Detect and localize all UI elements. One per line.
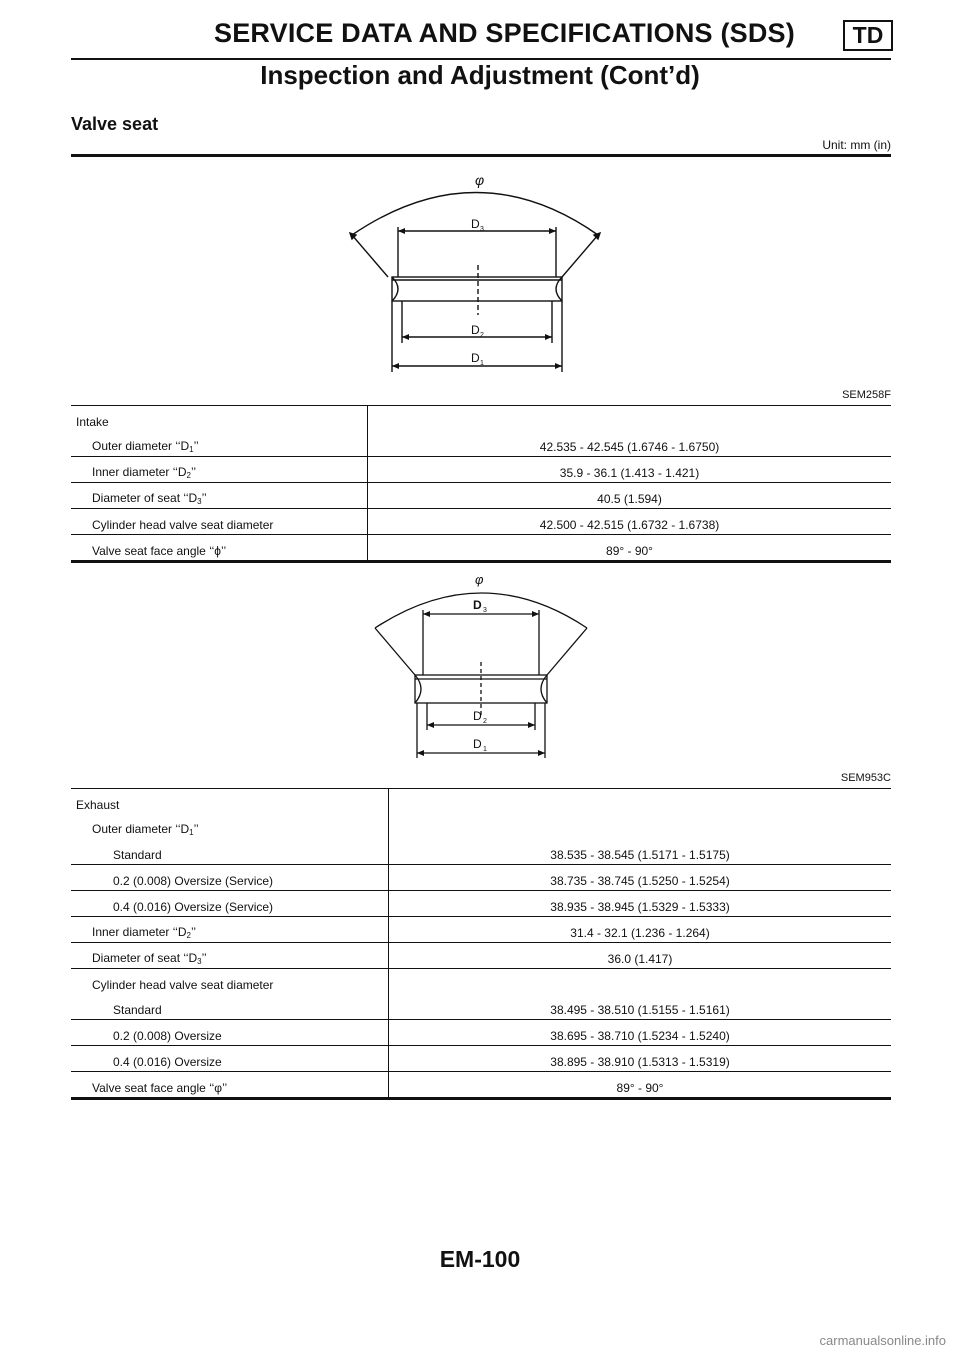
row-label: Diameter of seat ‘‘D [92, 491, 198, 505]
row-label-suffix: ’’ [190, 925, 197, 939]
row-label-subscript: 2 [186, 471, 191, 480]
row-label: Inner diameter ‘‘D [92, 465, 187, 479]
table-row [71, 839, 891, 865]
page-number: EM-100 [439, 1246, 521, 1272]
d3-label: D [471, 217, 480, 231]
phi-label: φ [475, 572, 484, 587]
row-label-subscript: 2 [186, 931, 191, 940]
d1-subscript: 1 [483, 746, 487, 753]
row-value: 89° - 90° [368, 535, 892, 562]
table-row [71, 1072, 891, 1099]
row-value: 38.935 - 38.945 (1.5329 - 1.5333) [389, 891, 892, 917]
row-label-subscript: 1 [189, 445, 194, 454]
exhaust-spec-table [71, 789, 891, 1100]
table-row [71, 535, 891, 562]
row-label-suffix: ’’ [193, 439, 199, 453]
d2-label: D [471, 323, 480, 337]
row-label: 0.4 (0.016) Oversize (Service) [71, 891, 389, 917]
table-row [71, 814, 891, 839]
table-row [71, 406, 891, 431]
intake-valve-seat-diagram [330, 165, 630, 380]
intake-heading: Intake [71, 406, 368, 431]
row-value: 38.495 - 38.510 (1.5155 - 1.5161) [389, 994, 892, 1020]
phi-label: φ [475, 172, 485, 188]
row-label-subscript: 3 [197, 957, 202, 966]
table-row [71, 509, 891, 535]
row-label-suffix: ’’ [201, 491, 207, 505]
d3-subscript: 3 [483, 607, 487, 614]
row-label-suffix: ’’ [190, 465, 197, 479]
exhaust-heading: Exhaust [71, 789, 389, 814]
row-label: Valve seat face angle ‘‘φ’’ [71, 1072, 389, 1099]
row-label-subscript: 1 [189, 828, 194, 837]
table-row [71, 789, 891, 814]
row-label: Cylinder head valve seat diameter [71, 509, 368, 535]
row-value: 40.5 (1.594) [368, 483, 892, 509]
header-subtitle: Inspection and Adjustment (Cont’d) [260, 60, 700, 90]
row-label: 0.4 (0.016) Oversize [71, 1046, 389, 1072]
d3-subscript: 3 [480, 226, 484, 233]
row-value: 38.735 - 38.745 (1.5250 - 1.5254) [389, 865, 892, 891]
row-value: 35.9 - 36.1 (1.413 - 1.421) [368, 457, 892, 483]
row-label: Diameter of seat ‘‘D [92, 951, 198, 965]
row-label-suffix: ’’ [193, 822, 199, 836]
d2-label: D [473, 709, 482, 723]
table-row [71, 891, 891, 917]
table-row [71, 969, 891, 995]
row-label: Outer diameter ‘‘D [92, 439, 190, 453]
intake-spec-table [71, 406, 891, 563]
row-value: 38.535 - 38.545 (1.5171 - 1.5175) [389, 839, 892, 865]
row-value: 36.0 (1.417) [389, 943, 892, 969]
row-label: Cylinder head valve seat diameter [71, 969, 389, 995]
page-header [0, 14, 960, 54]
row-label: Inner diameter ‘‘D [92, 925, 187, 939]
row-label-subscript: 3 [197, 497, 202, 506]
row-label-suffix: ’’ [201, 951, 207, 965]
row-value: 31.4 - 32.1 (1.236 - 1.264) [389, 917, 892, 943]
row-label: Standard [71, 839, 389, 865]
row-value: 89° - 90° [389, 1072, 892, 1099]
row-label: Standard [71, 994, 389, 1020]
table-row [71, 943, 891, 969]
table-row [71, 483, 891, 509]
d2-subscript: 2 [480, 332, 484, 339]
section-rule [71, 154, 891, 157]
table-row [71, 994, 891, 1020]
d1-subscript: 1 [480, 360, 484, 367]
intake-figure-code: SEM258F [842, 389, 891, 401]
d3-label: D [473, 598, 482, 612]
exhaust-figure-code: SEM953C [840, 772, 891, 784]
d1-label: D [473, 737, 482, 751]
header-title: SERVICE DATA AND SPECIFICATIONS (SDS) [214, 18, 795, 48]
exhaust-valve-seat-diagram [365, 570, 595, 765]
table-row [71, 457, 891, 483]
d2-subscript: 2 [483, 718, 487, 725]
table-row [71, 917, 891, 943]
row-label: Valve seat face angle ‘‘ϕ’’ [71, 535, 368, 562]
row-value: 38.895 - 38.910 (1.5313 - 1.5319) [389, 1046, 892, 1072]
unit-label: Unit: mm (in) [822, 138, 891, 152]
d1-label: D [471, 351, 480, 365]
table-row [71, 431, 891, 457]
table-row [71, 1046, 891, 1072]
row-value: 38.695 - 38.710 (1.5234 - 1.5240) [389, 1020, 892, 1046]
watermark: carmanualsonline.info [819, 1333, 946, 1348]
row-value: 42.535 - 42.545 (1.6746 - 1.6750) [368, 431, 892, 457]
table-row [71, 1020, 891, 1046]
section-title: Valve seat [71, 114, 159, 134]
row-label: 0.2 (0.008) Oversize [71, 1020, 389, 1046]
table-row [71, 865, 891, 891]
row-label: Outer diameter ‘‘D [92, 822, 190, 836]
row-value: 42.500 - 42.515 (1.6732 - 1.6738) [368, 509, 892, 535]
row-label: 0.2 (0.008) Oversize (Service) [71, 865, 389, 891]
engine-code-badge: TD [843, 20, 893, 51]
